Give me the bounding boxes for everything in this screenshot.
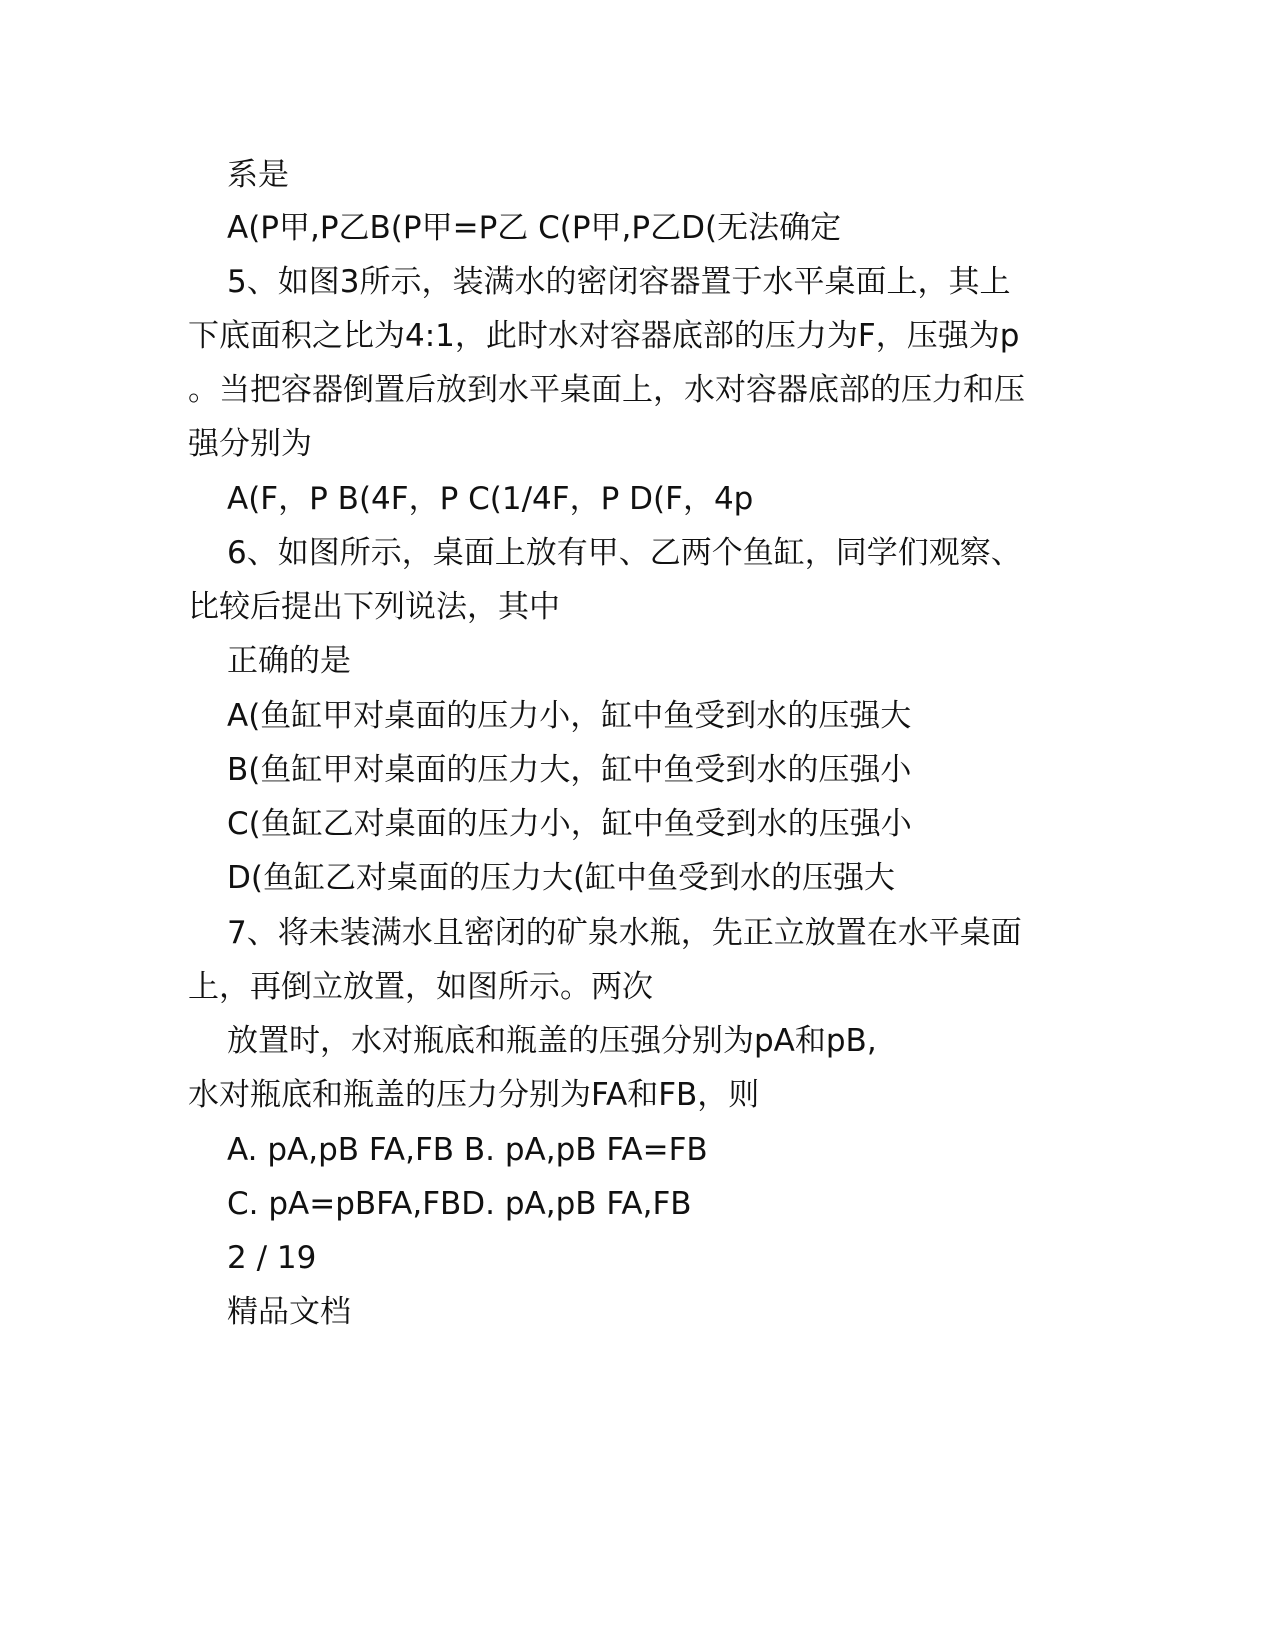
question-6-option-d: D(鱼缸乙对桌面的压力大(缸中鱼受到水的压强大 bbox=[227, 860, 896, 896]
question-7-options: A. pA,pB FA,FB B. pA,pB FA=FB bbox=[227, 1132, 708, 1168]
question-7-text: 上，再倒立放置，如图所示。两次 bbox=[188, 969, 653, 1005]
question-7-text: 水对瓶底和瓶盖的压力分别为FA和FB，则 bbox=[188, 1077, 760, 1113]
question-5-text: 5、如图3所示，装满水的密闭容器置于水平桌面上，其上 bbox=[227, 264, 1011, 300]
question-5-text: 下底面积之比为4:1，此时水对容器底部的压力为F，压强为p bbox=[188, 318, 1020, 354]
question-6-text: 6、如图所示，桌面上放有甲、乙两个鱼缸，同学们观察、 bbox=[227, 535, 1022, 571]
footer-label: 精品文档 bbox=[227, 1294, 351, 1330]
question-7-text: 7、将未装满水且密闭的矿泉水瓶，先正立放置在水平桌面 bbox=[227, 915, 1022, 951]
question-7-text: 放置时，水对瓶底和瓶盖的压强分别为pA和pB, bbox=[227, 1023, 877, 1059]
question-5-text: 强分别为 bbox=[188, 426, 312, 462]
question-5-options: A(F，P B(4F，P C(1/4F，P D(F，4p bbox=[227, 481, 754, 517]
question-6-text: 比较后提出下列说法，其中 bbox=[188, 589, 560, 625]
question-4-options: A(P甲,P乙B(P甲=P乙 C(P甲,P乙D(无法确定 bbox=[227, 210, 842, 246]
question-6-text: 正确的是 bbox=[227, 643, 351, 679]
question-6-option-b: B(鱼缸甲对桌面的压力大，缸中鱼受到水的压强小 bbox=[227, 752, 912, 788]
text-line: 系是 bbox=[227, 157, 289, 193]
question-7-options: C. pA=pBFA,FBD. pA,pB FA,FB bbox=[227, 1186, 692, 1222]
question-6-option-a: A(鱼缸甲对桌面的压力小，缸中鱼受到水的压强大 bbox=[227, 698, 912, 734]
question-5-text: 。当把容器倒置后放到水平桌面上，水对容器底部的压力和压 bbox=[188, 372, 1025, 408]
question-6-option-c: C(鱼缸乙对桌面的压力小，缸中鱼受到水的压强小 bbox=[227, 806, 912, 842]
page-number: 2 / 19 bbox=[227, 1240, 317, 1276]
